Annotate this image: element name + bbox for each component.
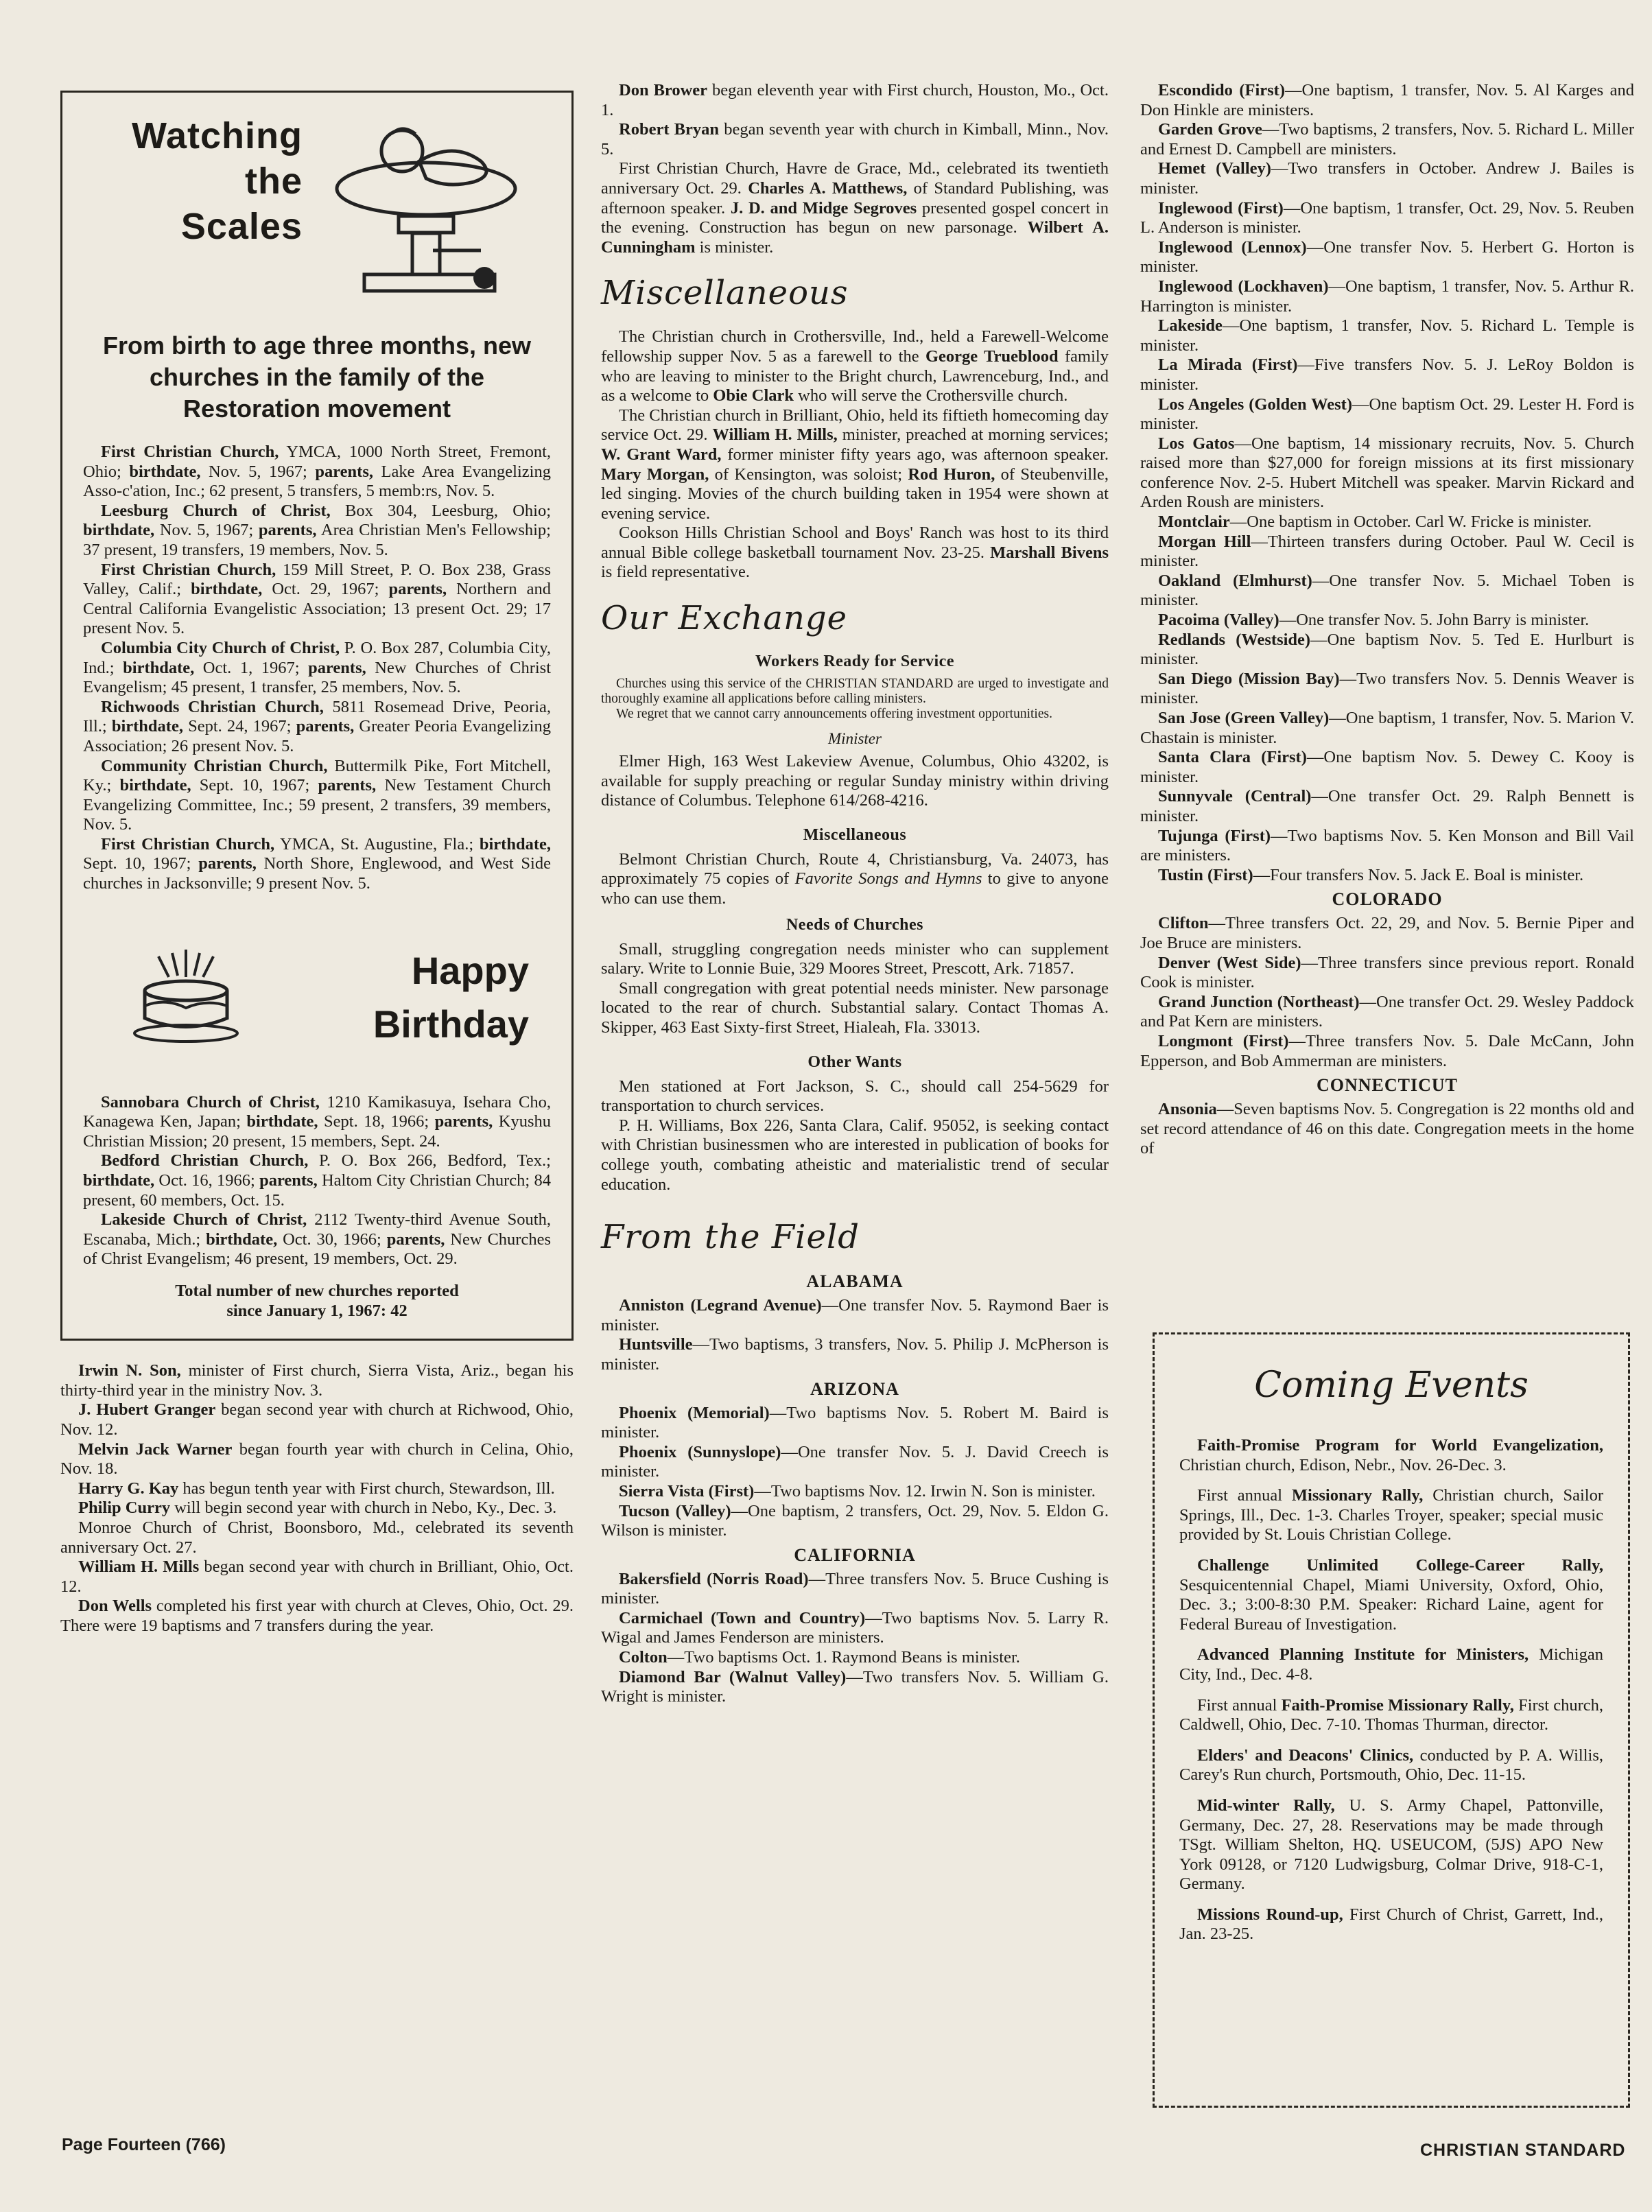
minister-note: Monroe Church of Christ, Boonsboro, Md., celebrated its seventh anniversary Oct. 27. (60, 1518, 574, 1557)
field-report: Huntsville—Two baptisms, 3 transfers, Nov. 5. Philip J. McPherson is minister. (601, 1335, 1109, 1374)
field-report: Bakersfield (Norris Road)—Three transfers Nov. 5. Bruce Cushing is minister. (601, 1569, 1109, 1608)
field-report: Clifton—Three transfers Oct. 22, 29, and Nov. 5. Bernie Piper and Joe Bruce are ministers. (1140, 914, 1634, 952)
event-item: First annual Faith-Promise Missionary Rally, First church, Caldwell, Ohio, Dec. 7-10. Thomas Thurman, director. (1179, 1695, 1603, 1734)
column-3 (1140, 81, 1634, 1159)
minister-note: Melvin Jack Warner began fourth year with church in Celina, Ohio, Nov. 18. (60, 1439, 574, 1479)
birthday-entry: Sannobara Church of Christ, 1210 Kamikasuya, Isehara Cho, Kanagewa Ken, Japan; birthdate, Sept. 18, 1966; parents, Kyushu Christian Mission; 20 present, 15 members, Sept. 24. (83, 1092, 552, 1151)
field-report: Los Gatos—One baptism, 14 missionary recruits, Nov. 5. Church raised more than $27,000 for foreign missions at its first missionary conference Nov. 2-5. Hubert Mitchell was speaker. Marvin Rickard and Arden Roush are ministers. (1140, 434, 1634, 512)
happy-birthday-header (83, 919, 551, 1076)
new-church-entry: Community Christian Church, Buttermilk Pike, Fort Mitchell, Ky.; birthdate, Sept. 10, 1967; parents, New Testament Church Evangelizing Committee, Inc.; 59 present, 2 transfers, 39 members, Nov. 5. (83, 756, 551, 834)
field-report: Sierra Vista (First)—Two baptisms Nov. 12. Irwin N. Son is minister. (619, 1481, 1096, 1501)
misc-paragraph: The Christian church in Brilliant, Ohio, held its fiftieth homecoming day service Oct. 29. William H. Mills, minister, preached at morning services; W. Grant Ward, former minister fifty years ago, was afternoon speaker. Mary Morgan, of Kensington, was soloist; Rod Huron, of Steubenville, led singing. Movies of the church building taken in 1954 were shown at evening service. (601, 405, 1109, 523)
field-report: San Diego (Mission Bay)—Two transfers Nov. 5. Dennis Weaver is minister. (1140, 669, 1634, 708)
field-report: Escondido (First)—One baptism, 1 transfer, Nov. 5. Al Karges and Don Hinkle are ministers. (1140, 81, 1634, 119)
birthday-cake-icon (131, 943, 241, 1052)
field-report: Morgan Hill—Thirteen transfers during October. Paul W. Cecil is minister. (1140, 532, 1634, 571)
field-report: Sunnyvale (Central)—One transfer Oct. 29. Ralph Bennett is minister. (1140, 787, 1634, 825)
field-report: Phoenix (Memorial)—Two baptisms Nov. 5. Robert M. Baird is minister. (601, 1403, 1109, 1442)
minister-note: J. Hubert Granger began second year with church at Richwood, Ohio, Nov. 12. (60, 1400, 574, 1439)
field-report: Inglewood (Lennox)—One transfer Nov. 5. Herbert G. Horton is minister. (1140, 237, 1634, 276)
field-report: Diamond Bar (Walnut Valley)—Two transfers Nov. 5. William G. Wright is minister. (601, 1667, 1109, 1706)
event-item: Advanced Planning Institute for Ministers, Michigan City, Ind., Dec. 4-8. (1179, 1645, 1603, 1684)
watching-header (83, 113, 551, 319)
field-report: Phoenix (Sunnyslope)—One transfer Nov. 5. J. David Creech is minister. (601, 1442, 1109, 1481)
state-heading: CONNECTICUT (1316, 1075, 1459, 1096)
our-exchange-heading: Our Exchange (601, 599, 848, 638)
misc-subheading: Miscellaneous (803, 825, 907, 844)
minister-note: Robert Bryan began seventh year with church in Kimball, Minn., Nov. 5. (601, 120, 1109, 158)
field-report: Montclair—One baptism in October. Carl W. Fricke is minister. (1158, 513, 1592, 532)
exchange-note: We regret that we cannot carry announcements offering investment opportunities. (616, 707, 1052, 722)
birthday-title-line: Happy (411, 948, 529, 992)
exchange-item: Belmont Christian Church, Route 4, Christiansburg, Va. 24073, has approximately 75 copies of Favorite Songs and Hymns to give to anyone who can use them. (601, 849, 1109, 908)
column-2 (601, 81, 1109, 1707)
total-new-churches: Total number of new churches reported since January 1, 1967: 42 (175, 1282, 459, 1320)
happy-birthday-title (282, 944, 529, 1051)
publication-name: CHRISTIAN STANDARD (1420, 2141, 1626, 2160)
exchange-item: Elmer High, 163 West Lakeview Avenue, Columbus, Ohio 43202, is available for supply preaching or regular Sunday ministry within driving distance of Columbus. Telephone 614/268-4216. (601, 752, 1109, 810)
field-report: Santa Clara (First)—One baptism Nov. 5. Dewey C. Kooy is minister. (1140, 748, 1634, 786)
minister-note: Harry G. Kay has begun tenth year with First church, Stewardson, Ill. (78, 1479, 555, 1498)
miscellaneous-heading: Miscellaneous (601, 274, 849, 313)
field-report: Anniston (Legrand Avenue)—One transfer Nov. 5. Raymond Baer is minister. (601, 1296, 1109, 1334)
column-1 (60, 81, 574, 1636)
field-report: Colton—Two baptisms Oct. 1. Raymond Beans is minister. (619, 1648, 1020, 1667)
watching-title-line: Watching (132, 115, 303, 156)
field-report: Oakland (Elmhurst)—One transfer Nov. 5. Michael Toben is minister. (1140, 571, 1634, 610)
field-report: Longmont (First)—Three transfers Nov. 5. Dale McCann, John Epperson, and Bob Ammerman are ministers. (1140, 1031, 1635, 1070)
workers-subheading: Workers Ready for Service (755, 652, 954, 671)
field-report: San Jose (Green Valley)—One baptism, 1 transfer, Nov. 5. Marion V. Chastain is minister. (1140, 709, 1634, 747)
field-report: Tucson (Valley)—One baptism, 2 transfers, Oct. 29, Nov. 5. Eldon G. Wilson is minister. (601, 1501, 1109, 1540)
event-item: Mid-winter Rally, U. S. Army Chapel, Pattonville, Germany, Dec. 27, 28. Reservations may be made through TSgt. William Shelton, HQ. USEUCOM, (5JS) APO New York 09128, or 7120 Ludwigsburg, Colmar Drive, 918-C-1, Germany. (1179, 1796, 1604, 1894)
new-church-entry: First Christian Church, YMCA, St. Augustine, Fla.; birthdate, Sept. 10, 1967; parents, North Shore, Englewood, and West Side churches in Jacksonville; 9 present Nov. 5. (83, 834, 551, 893)
watching-subtitle: From birth to age three months, new churches in the family of the Restoration movement (102, 331, 532, 423)
field-report: Garden Grove—Two baptisms, 2 transfers, Nov. 5. Richard L. Miller and Ernest D. Campbell are ministers. (1140, 120, 1634, 158)
watching-title-line: the (245, 161, 303, 202)
minister-note: Philip Curry will begin second year with church in Nebo, Ky., Dec. 3. (78, 1498, 557, 1518)
field-report: Hemet (Valley)—Two transfers in October. Andrew J. Bailes is minister. (1140, 159, 1635, 198)
state-heading: COLORADO (1332, 889, 1443, 910)
page-number: Page Fourteen (766) (62, 2135, 226, 2154)
event-item: Elders' and Deacons' Clinics, conducted by P. A. Willis, Carey's Run church, Portsmouth, Ohio, Dec. 11-15. (1179, 1745, 1603, 1785)
state-heading: ARIZONA (810, 1378, 899, 1399)
field-report: Ansonia—Seven baptisms Nov. 5. Congregation is 22 months old and set record attendance of 46 on this date. Congregation meets in the home of (1140, 1100, 1634, 1158)
minister-note: Don Wells completed his first year with church at Cleves, Ohio, Oct. 29. There were 19 baptisms and 7 transfers during the year. (60, 1597, 574, 1635)
watching-title-line: Scales (180, 206, 303, 247)
exchange-item: Small, struggling congregation needs minister who can supplement salary. Write to Lonnie Buie, 329 Moores Street, Prescott, Ark. 71857. (601, 939, 1109, 978)
new-church-entry: Leesburg Church of Christ, Box 304, Leesburg, Ohio; birthdate, Nov. 5, 1967; parents, Area Christian Men's Fellowship; 37 present, 19 transfers, 19 members, Nov. 5. (83, 501, 551, 559)
havre-anniversary: First Christian Church, Havre de Grace, Md., celebrated its twentieth anniversary Oct. 29. Charles A. Matthews, of Standard Publishing, was afternoon speaker. J. D. and Midge Segroves presented gospel concert in the evening. Construction has begun on new parsonage. Wilbert A. Cunningham is minister. (601, 159, 1109, 257)
new-church-entry: First Christian Church, 159 Mill Street, P. O. Box 238, Grass Valley, Calif.; birthdate, Oct. 29, 1967; parents, Northern and Central California Evangelistic Association; 13 present Oct. 29; 17 present Nov. 5. (83, 560, 552, 638)
field-report: Los Angeles (Golden West)—One baptism Oct. 29. Lester H. Ford is minister. (1140, 395, 1634, 434)
birthday-entry: Lakeside Church of Christ, 2112 Twenty-third Avenue South, Escanaba, Mich.; birthdate, Oct. 30, 1966; parents, New Churches of Christ Evangelism; 46 present, 19 members, Oct. 29. (83, 1210, 551, 1269)
exchange-item: Men stationed at Fort Jackson, S. C., should call 254-5629 for transportation to church services. (601, 1076, 1109, 1116)
state-heading: CALIFORNIA (794, 1544, 916, 1565)
other-wants-subheading: Other Wants (807, 1052, 902, 1071)
watching-the-scales-box (60, 91, 574, 1341)
baby-on-scale-icon (323, 113, 529, 312)
minister-note: Irwin N. Son, minister of First church, Sierra Vista, Ariz., began his thirty-third year in the ministry Nov. 3. (60, 1361, 574, 1400)
misc-paragraph: The Christian church in Crothersville, Ind., held a Farewell-Welcome fellowship supper Nov. 5 as a farewell to the George Trueblood family who are leaving to minister to the Bright church, Lawrenceburg, Ind., and as a welcome to Obie Clark who will serve the Crothersville church. (601, 327, 1109, 405)
field-report: La Mirada (First)—Five transfers Nov. 5. J. LeRoy Boldon is minister. (1140, 355, 1634, 394)
minister-subheading: Minister (828, 730, 882, 748)
field-report: Redlands (Westside)—One baptism Nov. 5. Ted E. Hurlburt is minister. (1140, 630, 1634, 669)
coming-events-heading: Coming Events (1254, 1365, 1529, 1406)
field-report: Tustin (First)—Four transfers Nov. 5. Jack E. Boal is minister. (1158, 865, 1584, 884)
birthday-title-line: Birthday (373, 1002, 529, 1046)
field-report: Denver (West Side)—Three transfers since previous report. Ronald Cook is minister. (1140, 953, 1634, 992)
field-report: Tujunga (First)—Two baptisms Nov. 5. Ken Monson and Bill Vail are ministers. (1140, 826, 1634, 865)
exchange-item: P. H. Williams, Box 226, Santa Clara, Calif. 95052, is seeking contact with Christian businessmen who are interested in publication of books for college youth, combating atheistic and materialistic trend of secular education. (601, 1116, 1109, 1194)
field-report: Grand Junction (Northeast)—One transfer Oct. 29. Wesley Paddock and Pat Kern are ministers. (1140, 992, 1634, 1031)
watching-title (83, 113, 303, 249)
misc-paragraph: Cookson Hills Christian School and Boys' Ranch was host to its third annual Bible college basketball tournament Nov. 23-25. Marshall Bivens is field representative. (601, 523, 1109, 582)
from-the-field-heading: From the Field (601, 1218, 860, 1257)
event-item: Faith-Promise Program for World Evangelization, Christian church, Edison, Nebr., Nov. 26-Dec. 3. (1179, 1436, 1603, 1474)
field-report: Inglewood (Lockhaven)—One baptism, 1 transfer, Nov. 5. Arthur R. Harrington is minister. (1140, 276, 1634, 316)
event-item: Missions Round-up, First Church of Christ, Garrett, Ind., Jan. 23-25. (1179, 1905, 1603, 1944)
birthday-entry: Bedford Christian Church, P. O. Box 266, Bedford, Tex.; birthdate, Oct. 16, 1966; parents, Haltom City Christian Church; 84 present, 60 members, Oct. 15. (83, 1151, 551, 1210)
minister-note: William H. Mills began second year with church in Brilliant, Ohio, Oct. 12. (60, 1557, 574, 1596)
exchange-item: Small congregation with great potential needs minister. New parsonage located to the rear of church. Substantial salary. Contact Thomas A. Skipper, 463 East Sixty-first Street, Hialeah, Fla. 33013. (601, 978, 1109, 1037)
new-church-entry: Columbia City Church of Christ, P. O. Box 287, Columbia City, Ind.; birthdate, Oct. 1, 1967; parents, New Churches of Christ Evangelism; 45 present, 1 transfer, 25 members, Nov. 5. (83, 638, 552, 697)
field-report: Lakeside—One baptism, 1 transfer, Nov. 5. Richard L. Temple is minister. (1140, 316, 1634, 355)
coming-events-box (1153, 1332, 1630, 2108)
new-church-entry: Richwoods Christian Church, 5811 Rosemead Drive, Peoria, Ill.; birthdate, Sept. 24, 1967; parents, Greater Peoria Evangelizing Association; 26 present Nov. 5. (83, 697, 551, 755)
event-item: First annual Missionary Rally, Christian church, Sailor Springs, Ill., Dec. 1-3. Charles Troyer, speaker; special music provided by St. Louis Christian College. (1179, 1486, 1603, 1544)
field-report: Carmichael (Town and Country)—Two baptisms Nov. 5. Larry R. Wigal and James Fenderson are ministers. (601, 1608, 1109, 1647)
event-item: Challenge Unlimited College-Career Rally, Sesquicentennial Chapel, Miami University, Oxford, Ohio, Dec. 3.; 3:00-8:30 P.M. Speaker: Richard Laine, agent for Federal Bureau of Investigation. (1179, 1555, 1603, 1634)
state-heading: ALABAMA (806, 1271, 904, 1292)
needs-subheading: Needs of Churches (786, 915, 924, 934)
exchange-note: Churches using this service of the CHRISTIAN STANDARD are urged to investigate and thoroughly examine all applications before calling ministers. (601, 676, 1109, 707)
minister-note: Don Brower began eleventh year with First church, Houston, Mo., Oct. 1. (601, 81, 1109, 119)
field-report: Pacoima (Valley)—One transfer Nov. 5. John Barry is minister. (1158, 611, 1590, 630)
field-report: Inglewood (First)—One baptism, 1 transfer, Oct. 29, Nov. 5. Reuben L. Anderson is minister. (1140, 198, 1634, 237)
new-church-entry: First Christian Church, YMCA, 1000 North Street, Fremont, Ohio; birthdate, Nov. 5, 1967; parents, Lake Area Evangelizing Asso-c'ation, Inc.; 62 present, 5 transfers, 5 memb:rs, Nov. 5. (83, 443, 552, 501)
